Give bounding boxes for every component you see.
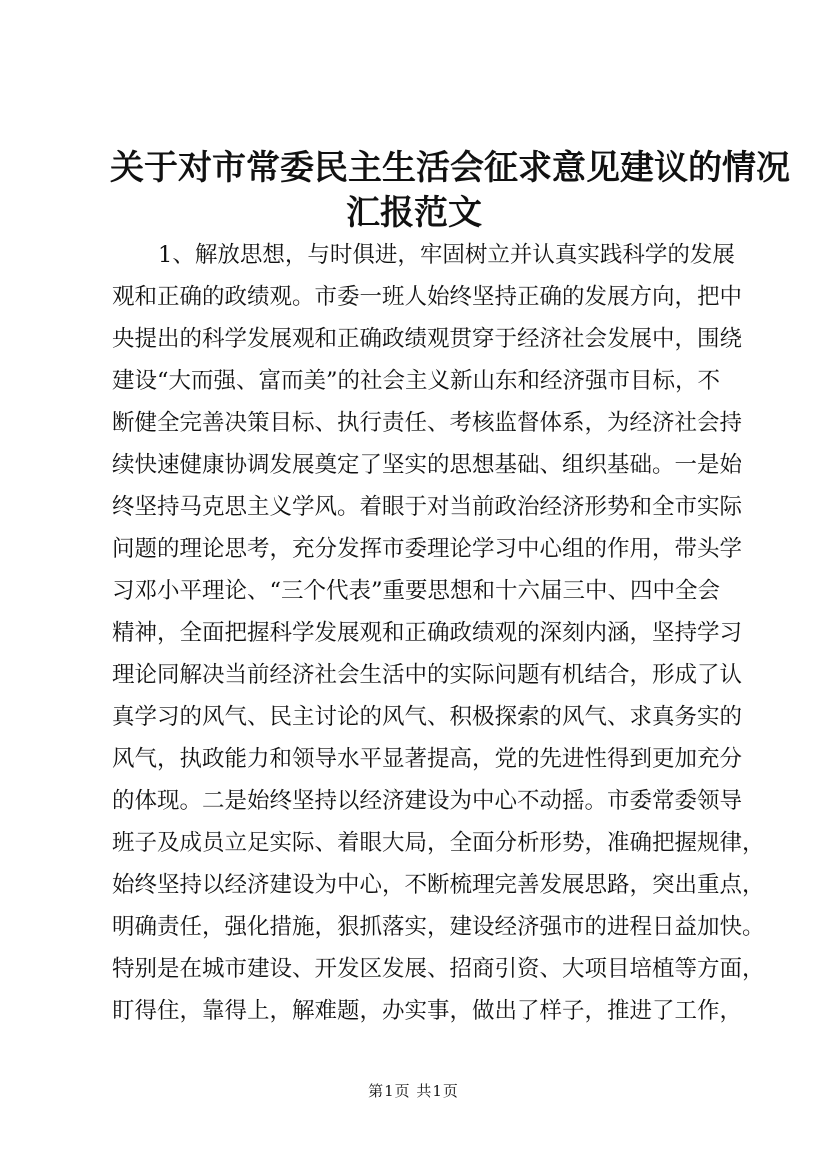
body-line: 始终坚持以经济建设为中心，不断梳理完善发展思路，突出重点， <box>112 872 765 898</box>
body-line: 的体现。二是始终坚持以经济建设为中心不动摇。市委常委领导 <box>112 788 743 814</box>
body-line: 央提出的科学发展观和正确政绩观贯穿于经济社会发展中，围绕 <box>112 326 743 352</box>
body-line: 1、解放思想，与时俱进，牢固树立并认真实践科学的发展 <box>158 242 735 268</box>
body-line: 风气，执政能力和领导水平显著提高，党的先进性得到更加充分 <box>112 746 743 772</box>
page-footer: 第1页 共1页 <box>368 1082 459 1100</box>
document-title-line-2: 汇报范文 <box>346 193 482 233</box>
body-line: 终坚持马克思主义学风。着眼于对当前政治经济形势和全市实际 <box>112 494 743 520</box>
document-title-line-1: 关于对市常委民主生活会征求意见建议的情况 <box>110 148 790 188</box>
body-line: 续快速健康协调发展奠定了坚实的思想基础、组织基础。一是始 <box>112 452 743 478</box>
body-line: 盯得住，靠得上，解难题，办实事，做出了样子，推进了工作， <box>112 998 743 1024</box>
body-line: 习邓小平理论、“三个代表”重要思想和十六届三中、四中全会 <box>112 578 721 604</box>
body-line: 断健全完善决策目标、执行责任、考核监督体系，为经济社会持 <box>112 410 743 436</box>
body-line: 特别是在城市建设、开发区发展、招商引资、大项目培植等方面， <box>112 956 765 982</box>
body-line: 观和正确的政绩观。市委一班人始终坚持正确的发展方向，把中 <box>112 284 743 310</box>
body-line: 班子及成员立足实际、着眼大局，全面分析形势，准确把握规律， <box>112 830 765 856</box>
body-line: 问题的理论思考，充分发挥市委理论学习中心组的作用，带头学 <box>112 536 743 562</box>
body-line: 真学习的风气、民主讨论的风气、积极探索的风气、求真务实的 <box>112 704 743 730</box>
body-line: 精神，全面把握科学发展观和正确政绩观的深刻内涵，坚持学习 <box>112 620 743 646</box>
body-line: 明确责任，强化措施，狠抓落实，建设经济强市的进程日益加快。 <box>112 914 765 940</box>
body-line: 理论同解决当前经济社会生活中的实际问题有机结合，形成了认 <box>112 662 743 688</box>
body-line: 建设“大而强、富而美”的社会主义新山东和经济强市目标，不 <box>112 368 721 394</box>
